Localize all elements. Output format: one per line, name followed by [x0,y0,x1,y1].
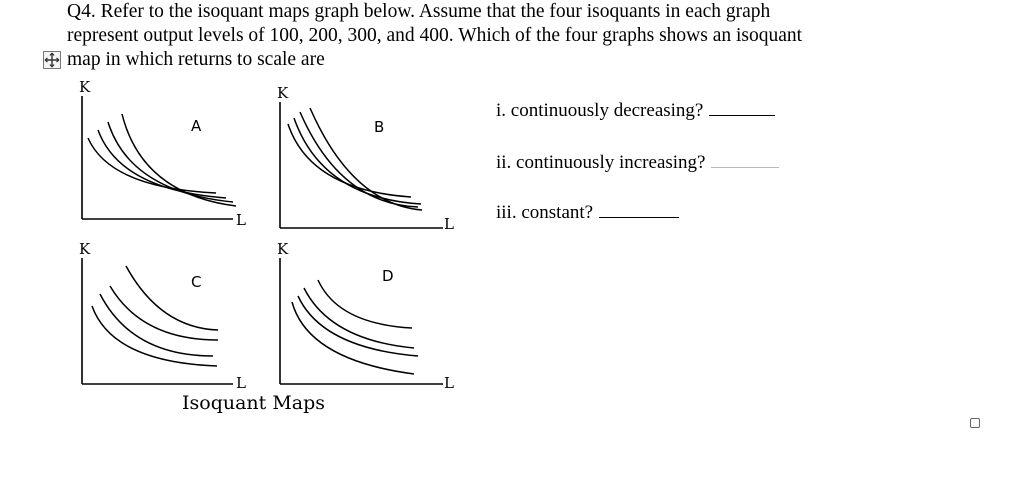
graph-a [79,78,246,229]
graph-label: D [382,267,394,285]
y-axis-label: K [79,240,91,258]
answer-item [496,100,775,122]
answer-prompt: iii. constant? [496,202,594,223]
y-axis-label: K [277,84,289,102]
y-axis-label: K [277,240,289,258]
answer-blank [711,166,779,168]
graph-label: A [191,117,202,135]
checkbox-icon[interactable] [970,418,980,428]
isoquant-curve [98,130,226,198]
answer-blank [709,114,775,116]
x-axis-label: L [444,215,454,233]
isoquant-curve [88,138,216,193]
move-handle-icon[interactable] [43,51,61,69]
isoquant-curve [294,118,421,204]
question-line: Q4. Refer to the isoquant maps graph below. Assume that the four isoquants in each graph [67,1,771,22]
answer-item [496,152,779,174]
x-axis-label: L [236,374,246,392]
isoquant-curve [92,306,217,366]
isoquant-curve [108,122,233,202]
graph-label: B [374,118,385,136]
figure-caption: Isoquant Maps [182,392,326,414]
isoquant-curve [100,294,213,356]
answer-blank [599,216,679,218]
graph-b [277,84,454,233]
x-axis-label: L [236,211,246,229]
answer-prompt: ii. continuously increasing? [496,152,706,173]
isoquant-curve [126,266,218,330]
question-line: map in which returns to scale are [67,49,325,70]
isoquant-curve [292,302,414,374]
graph-c [79,240,246,392]
question-line: represent output levels of 100, 200, 300, and 400. Which of the four graphs shows an isoquant [67,25,803,46]
answer-item [496,202,679,224]
isoquant-curve [110,286,218,340]
question-text [67,0,967,72]
x-axis-label: L [444,374,454,392]
answer-prompt: i. continuously decreasing? [496,100,704,121]
isoquant-curve [122,114,236,206]
isoquant-maps-figure [70,78,470,418]
y-axis-label: K [79,78,91,96]
graph-label: C [191,273,202,291]
graph-d [277,240,454,392]
